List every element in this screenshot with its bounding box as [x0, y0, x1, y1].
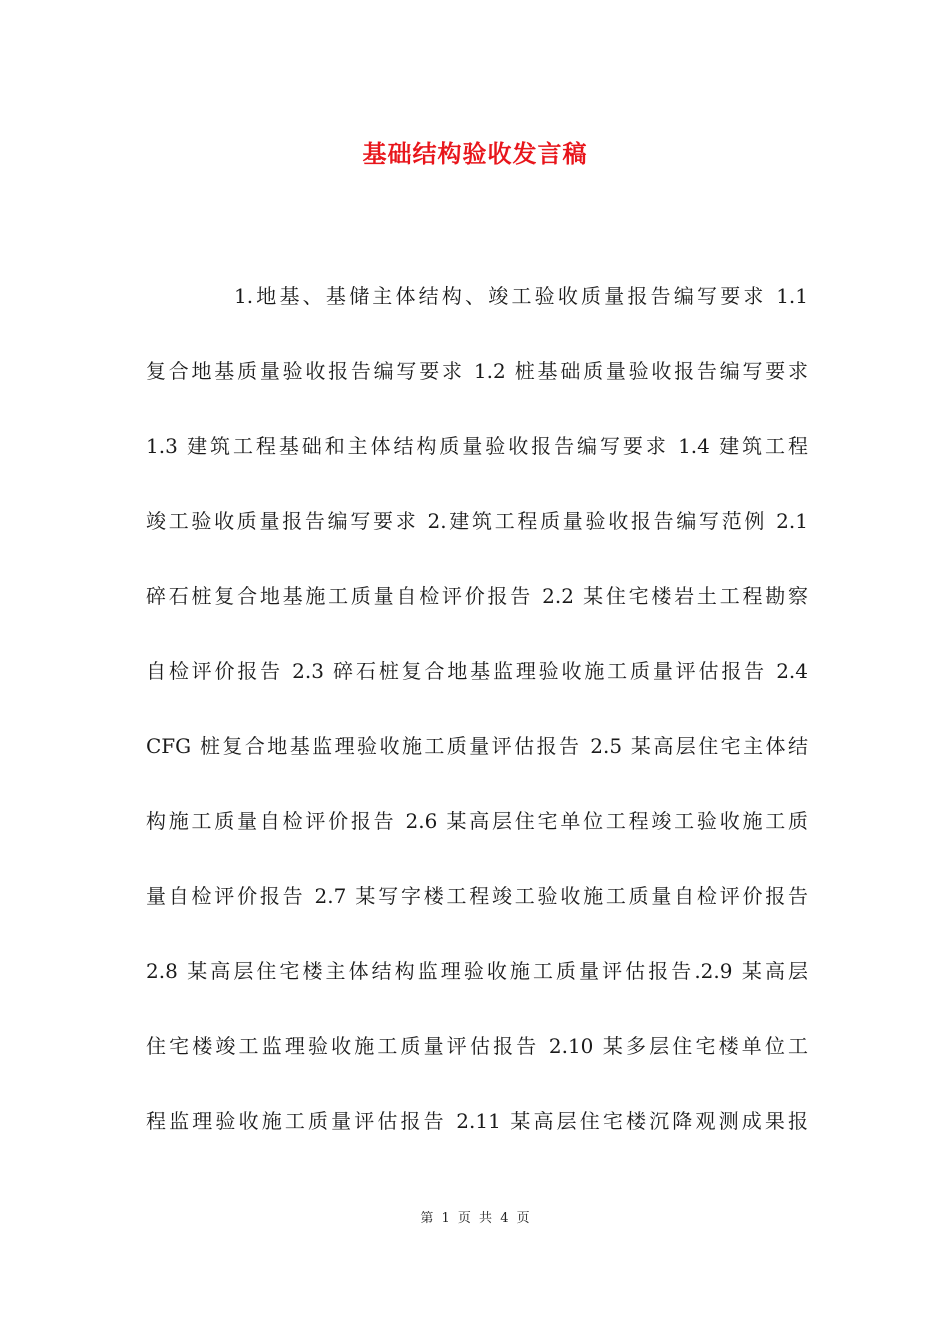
body-line: 自检评价报告 2.3 碎石桩复合地基监理验收施工质量评估报告 2.4	[146, 659, 808, 683]
body-line: CFG 桩复合地基监理验收施工质量评估报告 2.5 某高层住宅主体结	[146, 734, 808, 758]
body-line: 复合地基质量验收报告编写要求 1.2 桩基础质量验收报告编写要求	[146, 359, 808, 383]
body-line: 程监理验收施工质量评估报告 2.11 某高层住宅楼沉降观测成果报	[146, 1109, 808, 1133]
page-number-footer: 第 1 页 共 4 页	[420, 1211, 530, 1226]
body-line: 竣工验收质量报告编写要求 2.建筑工程质量验收报告编写范例 2.1	[146, 509, 808, 533]
body-line: 1.地基、基储主体结构、竣工验收质量报告编写要求 1.1	[234, 284, 808, 308]
document-title: 基础结构验收发言稿	[362, 139, 588, 168]
document-body	[146, 276, 808, 1176]
body-line: 1.3 建筑工程基础和主体结构质量验收报告编写要求 1.4 建筑工程	[146, 434, 808, 458]
body-line: 住宅楼竣工监理验收施工质量评估报告 2.10 某多层住宅楼单位工	[146, 1034, 808, 1058]
body-line: 量自检评价报告 2.7 某写字楼工程竣工验收施工质量自检评价报告	[146, 884, 808, 908]
body-line: 构施工质量自检评价报告 2.6 某高层住宅单位工程竣工验收施工质	[146, 809, 808, 833]
body-line: 2.8 某高层住宅楼主体结构监理验收施工质量评估报告.2.9 某高层	[146, 959, 808, 983]
body-line: 碎石桩复合地基施工质量自检评价报告 2.2 某住宅楼岩土工程勘察	[146, 584, 808, 608]
